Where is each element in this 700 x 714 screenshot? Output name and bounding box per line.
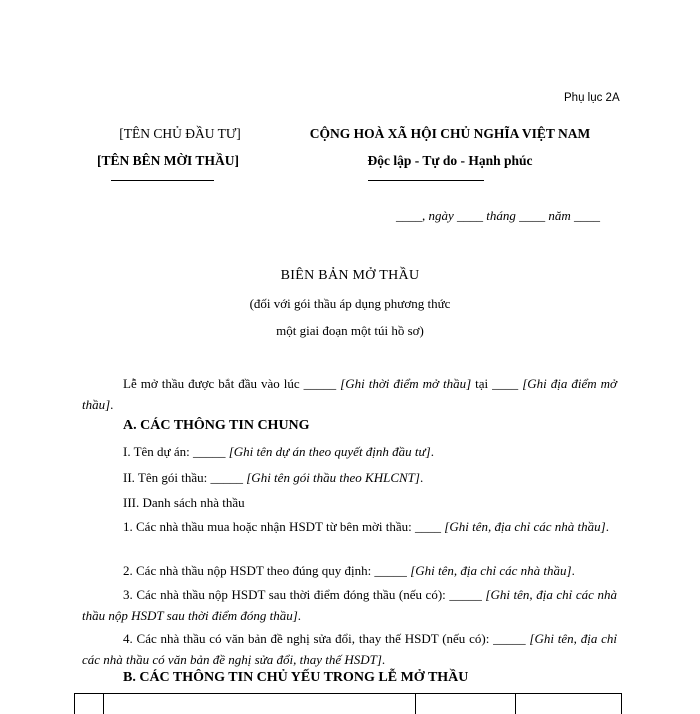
contractor-item-1-label: 1. Các nhà thầu mua hoặc nhận HSDT từ bên mời thầu: ____ [123,519,445,534]
table-column-divider [515,694,516,714]
contractor-item-3: 3. Các nhà thầu nộp HSDT sau thời điểm đóng thầu (nếu có): _____ [Ghi tên, địa chỉ các nhà thầu nộp HSDT sau thời điểm đóng thầu]. [82,587,617,623]
contractor-item-1: 1. Các nhà thầu mua hoặc nhận HSDT từ bên mời thầu: ____ [Ghi tên, địa chỉ các nhà thầu]. [123,519,609,534]
document-subtitle-1: (đối với gói thầu áp dụng phương thức [249,296,451,311]
left-header-rule [111,180,214,181]
contractor-item-1-hint: [Ghi tên, địa chỉ các nhà thầu] [444,519,606,534]
right-header-rule [368,180,484,181]
contractor-item-3-hint: [Ghi tên, địa chỉ các nhà thầu nộp HSDT sau thời điểm đóng thầu] [82,587,617,623]
project-name-hint: [Ghi tên dự án theo quyết định đầu tư] [228,444,431,459]
inviting-party-name: [TÊN BÊN MỜI THẦU] [97,153,239,168]
contractor-item-4-hint: [Ghi tên, địa chỉ các nhà thầu có văn bản đề nghị sửa đổi, thay thế HSDT] [82,631,618,667]
intro-paragraph [82,373,617,415]
intro-hint-time: [Ghi thời điểm mở thầu] [340,376,472,391]
table-column-divider [415,694,416,714]
package-name-line: II. Tên gói thầu: _____ [Ghi tên gói thầu theo KHLCNT]. [123,470,424,485]
project-name-line: I. Tên dự án: _____ [Ghi tên dự án theo quyết định đầu tư]. [123,444,434,459]
package-name-hint: [Ghi tên gói thầu theo KHLCNT] [246,470,420,485]
section-a-heading: A. CÁC THÔNG TIN CHUNG [123,418,310,433]
intro-text-1: Lễ mở thầu được bắt đầu vào lúc _____ [123,376,341,391]
contractor-item-3-label: 3. Các nhà thầu nộp HSDT sau thời điểm đóng thầu (nếu có): _____ [123,587,486,602]
info-table-top [74,693,622,714]
contractor-item-4-label: 4. Các nhà thầu có văn bản đề nghị sửa đổi, thay thế HSDT (nếu có): _____ [123,631,530,646]
package-name-label: II. Tên gói thầu: _____ [123,470,247,485]
national-motto: Độc lập - Tự do - Hạnh phúc [367,153,533,168]
intro-text-2: tại ____ [471,376,523,391]
project-name-label: I. Tên dự án: _____ [123,444,229,459]
contractor-item-2: 2. Các nhà thầu nộp HSDT theo đúng quy định: _____ [Ghi tên, địa chỉ các nhà thầu]. [123,563,575,578]
section-b-heading: B. CÁC THÔNG TIN CHỦ YẾU TRONG LỄ MỞ THẦU [123,670,469,685]
date-line: ____, ngày ____ tháng ____ năm ____ [396,208,601,223]
intro-end: . [110,397,114,412]
investor-name: [TÊN CHỦ ĐẦU TƯ] [119,126,241,141]
appendix-label: Phụ lục 2A [564,92,620,104]
contractor-item-4: 4. Các nhà thầu có văn bản đề nghị sửa đổi, thay thế HSDT (nếu có): _____ [Ghi tên, địa chỉ các nhà thầu có văn bản đề nghị sửa đổi, thay thế HSDT]. [82,631,618,667]
contractor-item-2-label: 2. Các nhà thầu nộp HSDT theo đúng quy định: _____ [123,563,411,578]
contractor-list-heading: III. Danh sách nhà thầu [123,495,245,510]
document-subtitle-2: một giai đoạn một túi hồ sơ) [276,323,424,338]
country-name: CỘNG HOÀ XÃ HỘI CHỦ NGHĨA VIỆT NAM [309,126,591,141]
table-column-divider [103,694,104,714]
document-title: BIÊN BẢN MỞ THẦU [280,268,420,283]
contractor-item-2-hint: [Ghi tên, địa chỉ các nhà thầu] [410,563,572,578]
intro-hint-place: [Ghi địa điểm mở thầu] [82,376,617,412]
